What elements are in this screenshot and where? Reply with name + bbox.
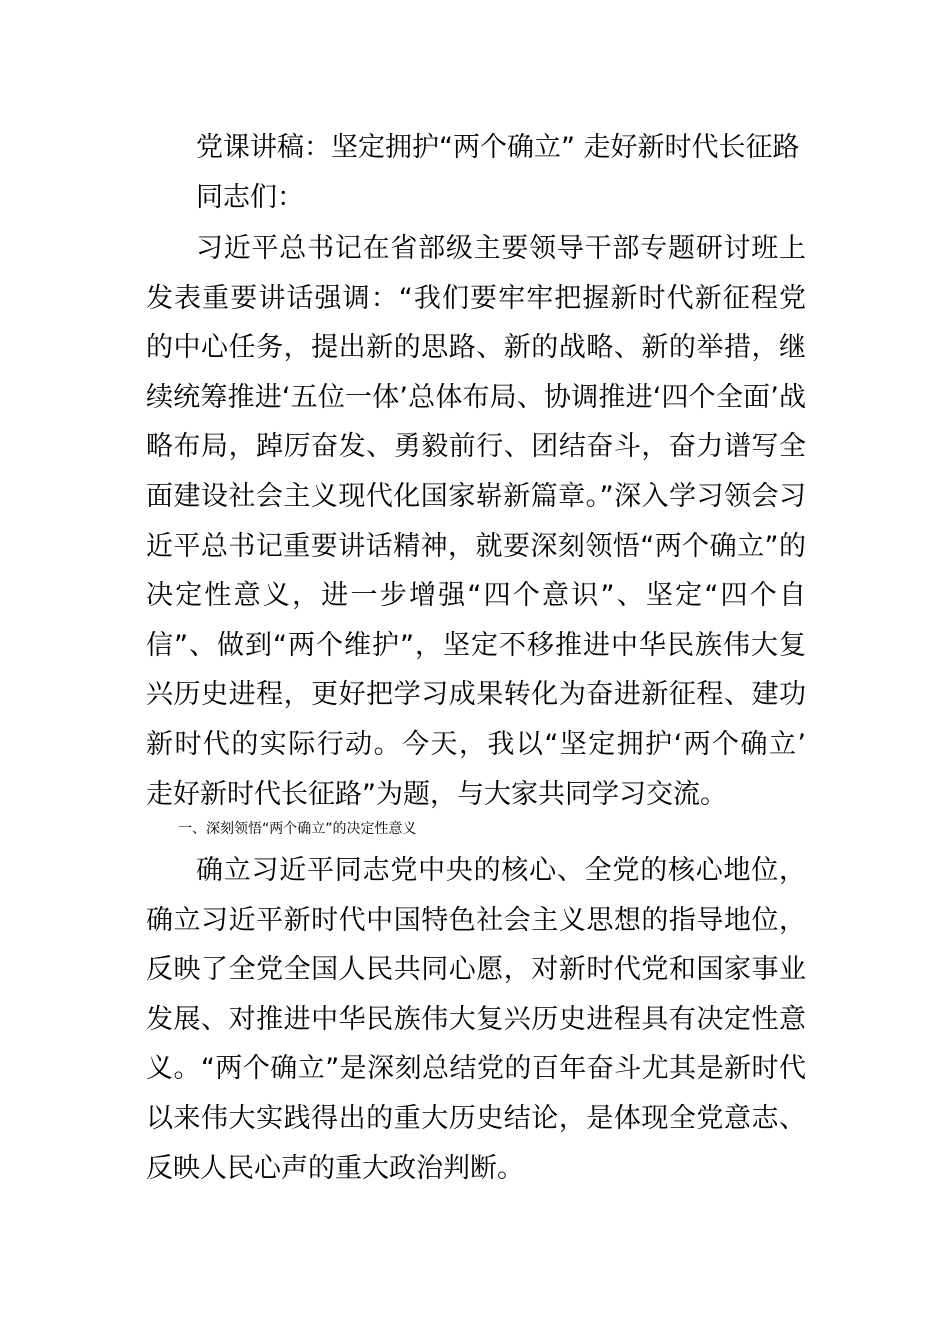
body-paragraph-2: 确立习近平同志党中央的核心、全党的核心地位，确立习近平新时代中国特色社会主义思想的指导地位，反映了全党全国人民共同心愿，对新时代党和国家事业发展、对推进中华民族伟大复兴历史进程具有决定性意义。“两个确立”是深刻总结党的百年奋斗尤其是新时代以来伟大实践得出的重大历史结论，是体现全党意志、反映人民心声的重大政治判断。 [146, 855, 806, 1184]
salutation: 同志们： [196, 182, 304, 213]
section-heading: 一、深刻领悟“两个确立”的决定性意义 [178, 821, 417, 837]
document-title: 党课讲稿：坚定拥护“两个确立” 走好新时代长征路 [196, 132, 800, 163]
body-paragraph-1: 习近平总书记在省部级主要领导干部专题研讨班上发表重要讲话强调：“我们要牢牢把握新时代新征程党的中心任务，提出新的思路、新的战略、新的举措，继续统筹推进‘五位一体’总体布局、协调推进‘四个全面’战略布局，踔厉奋发、勇毅前行、团结奋斗，奋力谱写全面建设社会主义现代化国家崭新篇章。”深入学习领会习近平总书记重要讲话精神，就要深刻领悟“两个确立”的决定性意义，进一步增强“四个意识”、坚定“四个自信”、做到“两个维护”，坚定不移推进中华民族伟大复兴历史进程，更好把学习成果转化为奋进新征程、建功新时代的实际行动。今天，我以“坚定拥护‘两个确立’ 走好新时代长征路”为题，与大家共同学习交流。 [146, 233, 806, 810]
